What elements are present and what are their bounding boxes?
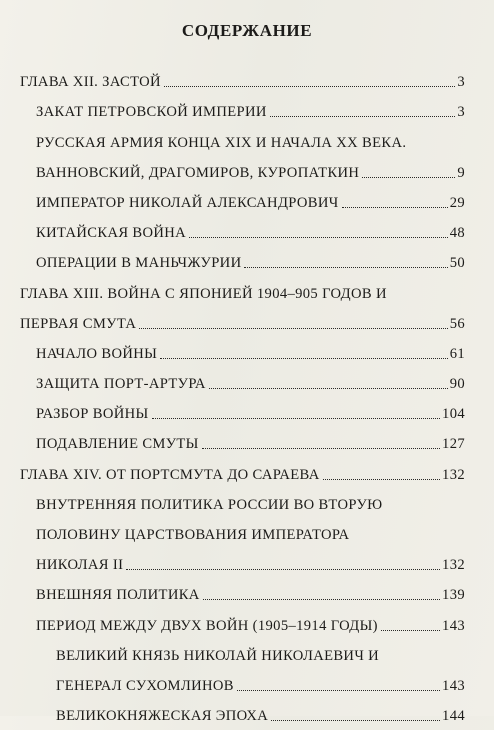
toc-entry-page-number: 61: [449, 345, 465, 362]
dot-leader: [203, 599, 440, 600]
dot-leader: [323, 479, 440, 480]
toc-entry-title: РАЗБОР ВОЙНЫ: [36, 406, 149, 423]
toc-entry: [0, 640, 494, 670]
toc-entry: [0, 549, 494, 579]
toc-entry: [0, 247, 494, 277]
toc-entry: [0, 428, 494, 458]
toc-entry-page-number: 29: [449, 194, 465, 211]
dot-leader: [362, 177, 455, 178]
toc-entry-page-number: 104: [442, 406, 465, 423]
toc-entry: [0, 308, 494, 338]
toc-entry: [0, 217, 494, 247]
toc-entry: [0, 126, 494, 156]
toc-entry: [0, 96, 494, 126]
toc-entry: [0, 489, 494, 519]
toc-entry: [0, 277, 494, 307]
page-title: СОДЕРЖАНИЕ: [181, 21, 313, 40]
dot-leader: [244, 267, 447, 268]
toc-entry: [0, 187, 494, 217]
dot-leader: [381, 630, 440, 631]
dot-leader: [202, 448, 440, 449]
toc-entry-page-number: 48: [449, 225, 465, 242]
toc-entry-page-number: 127: [442, 436, 465, 453]
dot-leader: [237, 690, 440, 691]
toc-entry-title: ОПЕРАЦИИ В МАНЬЧЖУРИИ: [36, 255, 242, 272]
toc-entry-title: ПОЛОВИНУ ЦАРСТВОВАНИЯ ИМПЕРАТОРА: [36, 527, 350, 543]
toc-entry-title: ГЛАВА XIII. ВОЙНА С ЯПОНИЕЙ 1904–905 ГОДОВ И: [20, 285, 387, 302]
dot-leader: [209, 388, 448, 389]
toc-entry-title: ВНЕШНЯЯ ПОЛИТИКА: [36, 587, 200, 604]
toc-entry-title: ВЕЛИКОКНЯЖЕСКАЯ ЭПОХА: [56, 708, 269, 725]
toc-entry-page-number: 3: [457, 74, 465, 91]
toc-entry-page-number: 9: [457, 164, 465, 181]
toc-entry-title: КИТАЙСКАЯ ВОЙНА: [36, 225, 187, 242]
dot-leader: [126, 569, 440, 570]
toc-entry-page-number: 90: [449, 376, 465, 393]
toc-entry: [0, 338, 494, 368]
toc-entry-title: ЗАЩИТА ПОРТ-АРТУРА: [36, 376, 206, 393]
toc-entry-title: ПЕРИОД МЕЖДУ ДВУХ ВОЙН (1905–1914 ГОДЫ): [36, 617, 378, 634]
toc-entry: [0, 579, 494, 609]
toc-entry-title: РУССКАЯ АРМИЯ КОНЦА XIX И НАЧАЛА XX ВЕКА.: [36, 134, 407, 151]
dot-leader: [189, 237, 448, 238]
toc-entry-title: НАЧАЛО ВОЙНЫ: [36, 345, 158, 362]
toc-entry-title: ГЕНЕРАЛ СУХОМЛИНОВ: [56, 677, 234, 694]
toc-entry: [0, 609, 494, 639]
toc-entry-title: ПОДАВЛЕНИЕ СМУТЫ: [36, 436, 199, 453]
toc-entry-page-number: 3: [457, 104, 465, 121]
toc-entry-title: ИМПЕРАТОР НИКОЛАЙ АЛЕКСАНДРОВИЧ: [36, 194, 339, 211]
toc-entry-title: ВНУТРЕННЯЯ ПОЛИТИКА РОССИИ ВО ВТОРУЮ: [36, 496, 383, 513]
toc-entry-title: НИКОЛАЯ II: [36, 557, 124, 574]
toc-entry: [0, 700, 494, 730]
toc-entry-title: ЗАКАТ ПЕТРОВСКОЙ ИМПЕРИИ: [36, 104, 267, 121]
dot-leader: [139, 328, 447, 329]
toc-entry-page-number: 132: [442, 557, 465, 574]
dot-leader: [152, 418, 440, 419]
toc-entry-page-number: 144: [442, 708, 465, 725]
toc-entry-page-number: 56: [449, 315, 465, 332]
toc-entry-page-number: 143: [442, 677, 465, 694]
toc-entry: [0, 157, 494, 187]
toc-entry: [0, 670, 494, 700]
dot-leader: [270, 116, 456, 117]
dot-leader: [271, 720, 440, 721]
toc-list: [0, 66, 494, 730]
toc-entry: [0, 458, 494, 488]
toc-entry-page-number: 143: [442, 617, 465, 634]
toc-entry: [0, 368, 494, 398]
toc-entry-title: ВАННОВСКИЙ, ДРАГОМИРОВ, КУРОПАТКИН: [36, 164, 360, 181]
dot-leader: [160, 358, 447, 359]
toc-entry-page-number: 50: [449, 255, 465, 272]
toc-entry-page-number: 132: [442, 466, 465, 483]
toc-entry-page-number: 139: [442, 587, 465, 604]
toc-entry-title: ПЕРВАЯ СМУТА: [20, 315, 137, 332]
dot-leader: [164, 86, 455, 87]
toc-entry-title: ГЛАВА XII. ЗАСТОЙ: [20, 74, 161, 91]
toc-entry: [0, 398, 494, 428]
toc-entry-title: ВЕЛИКИЙ КНЯЗЬ НИКОЛАЙ НИКОЛАЕВИЧ И: [56, 647, 380, 664]
toc-entry-title: ГЛАВА XIV. ОТ ПОРТСМУТА ДО САРАЕВА: [20, 466, 320, 483]
toc-entry: [0, 519, 494, 549]
toc-entry: [0, 66, 494, 96]
dot-leader: [342, 207, 448, 208]
